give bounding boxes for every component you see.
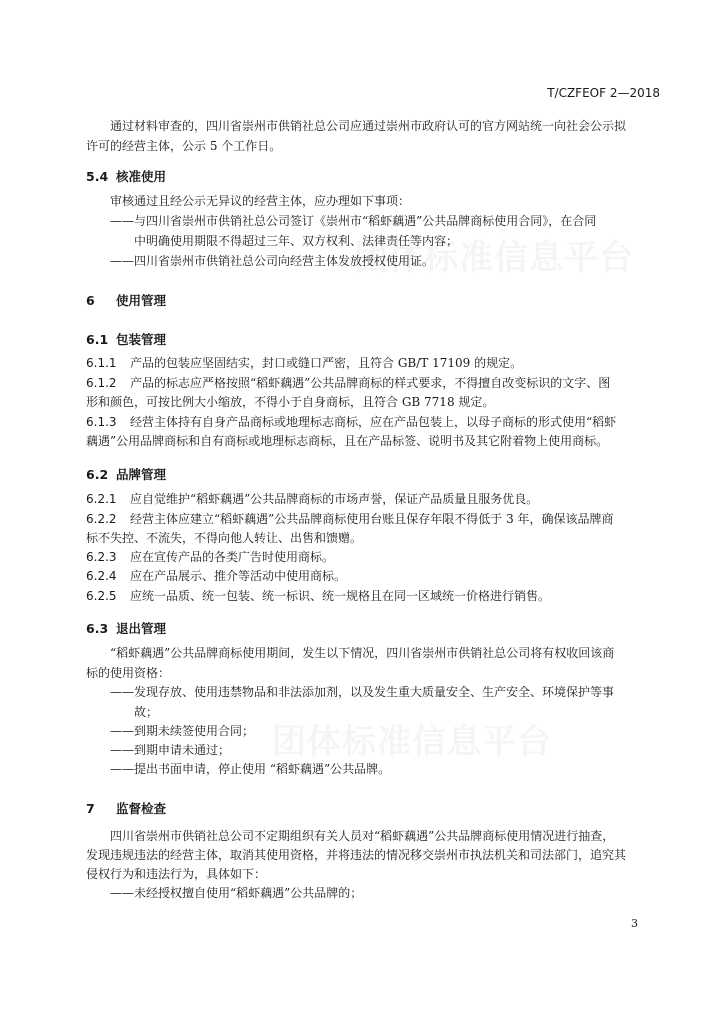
clause-number: 6.2.1 bbox=[86, 492, 117, 506]
list-item: ——与四川省崇州市供销社总公司签订《崇州市“稻虾藕遇”公共品牌商标使用合同》，在合同 bbox=[110, 214, 597, 228]
section-heading-5-4 bbox=[86, 167, 166, 185]
section-number: 5.4 bbox=[86, 169, 109, 184]
clause-text: 应统一品质、统一包装、统一标识、统一规格且在同一区域统一价格进行销售。 bbox=[130, 589, 551, 603]
clause-number: 6.1.1 bbox=[86, 356, 117, 370]
paragraph-line: 发现违规违法的经营主体，取消其使用资格，并将违法的情况移交崇州市执法机关和司法部门，追究其 bbox=[86, 848, 627, 862]
section-heading-7 bbox=[86, 799, 166, 817]
section-heading-6-1 bbox=[86, 330, 166, 348]
paragraph-line: 侵权行为和违法行为，具体如下： bbox=[86, 867, 267, 881]
clause-number: 6.2.5 bbox=[86, 589, 117, 603]
clause-text: 应自觉维护“稻虾藕遇”公共品牌商标的市场声誉，保证产品质量且服务优良。 bbox=[130, 492, 539, 506]
section-number: 6.3 bbox=[86, 621, 109, 636]
clause-6-2-3 bbox=[86, 548, 334, 566]
list-item: ——到期申请未通过； bbox=[110, 743, 231, 757]
list-item: ——四川省崇州市供销社总公司向经营主体发放授权使用证。 bbox=[110, 254, 435, 268]
clause-text: 产品的包装应坚固结实，封口或缝口严密，且符合 GB/T 17109 的规定。 bbox=[130, 356, 523, 370]
watermark bbox=[272, 714, 552, 763]
section-heading-6-3 bbox=[86, 619, 166, 637]
section-number: 6.1 bbox=[86, 332, 109, 347]
list-item: ——发现存放、使用违禁物品和非法添加剂，以及发生重大质量安全、生产安全、环境保护等事 bbox=[110, 685, 615, 699]
section-heading-6-2 bbox=[86, 465, 166, 483]
clause-text: 应在产品展示、推介等活动中使用商标。 bbox=[130, 569, 347, 583]
page-number: 3 bbox=[631, 917, 638, 930]
clause-text: 应在宣传产品的各类广告时使用商标。 bbox=[130, 550, 335, 564]
clause-6-2-1 bbox=[86, 490, 538, 508]
clause-6-2-4 bbox=[86, 567, 346, 585]
clause-number: 6.2.2 bbox=[86, 512, 117, 526]
list-item: ——提出书面申请，停止使用 “稻虾藕遇”公共品牌。 bbox=[110, 762, 391, 776]
paragraph-line: 藕遇”公用品牌商标和自有商标或地理标志商标，且在产品标签、说明书及其它附着物上使用商标。 bbox=[86, 434, 609, 448]
section-title: 包装管理 bbox=[116, 332, 167, 347]
paragraph-line: 形和颜色，可按比例大小缩放，不得小于自身商标，且符合 GB 7718 规定。 bbox=[86, 395, 495, 409]
clause-number: 6.1.2 bbox=[86, 376, 117, 390]
section-number: 6.2 bbox=[86, 467, 109, 482]
section-number: 6 bbox=[86, 293, 95, 308]
clause-6-1-1 bbox=[86, 354, 522, 372]
clause-6-2-5 bbox=[86, 587, 550, 605]
paragraph-line: 四川省崇州市供销社总公司不定期组织有关人员对“稻虾藕遇”公共品牌商标使用情况进行抽查， bbox=[110, 829, 615, 843]
clause-number: 6.2.4 bbox=[86, 569, 117, 583]
clause-number: 6.1.3 bbox=[86, 415, 117, 429]
list-item-continuation: 中明确使用期限不得超过三年、双方权利、法律责任等内容； bbox=[134, 234, 459, 248]
clause-text: 经营主体应建立“稻虾藕遇”公共品牌商标使用台账且保存年限不得低于 3 年，确保该品牌商 bbox=[130, 512, 614, 526]
list-item: ——未经授权擅自使用“稻虾藕遇”公共品牌的； bbox=[110, 886, 363, 900]
section-heading-6 bbox=[86, 291, 166, 309]
section-title: 监督检查 bbox=[116, 801, 167, 816]
section-title: 品牌管理 bbox=[116, 467, 167, 482]
paragraph-line: 标的使用资格： bbox=[86, 666, 171, 680]
clause-6-1-3 bbox=[86, 413, 616, 431]
clause-number: 6.2.3 bbox=[86, 550, 117, 564]
list-item: ——到期未续签使用合同； bbox=[110, 724, 255, 738]
document-code: T/CZFEOF 2—2018 bbox=[547, 86, 660, 100]
paragraph-line: 通过材料审查的，四川省崇州市供销社总公司应通过崇州市政府认可的官方网站统一向社会公示拟 bbox=[110, 119, 627, 133]
paragraph-line: 许可的经营主体，公示 5 个工作日。 bbox=[86, 139, 282, 153]
clause-text: 产品的标志应严格按照“稻虾藕遇”公共品牌商标的样式要求，不得擅自改变标识的文字、图 bbox=[130, 376, 611, 390]
paragraph-line: 标不失控、不流失，不得向他人转让、出售和馈赠。 bbox=[86, 531, 363, 545]
list-item-continuation: 故； bbox=[134, 705, 159, 719]
section-title: 核准使用 bbox=[116, 169, 167, 184]
section-title: 退出管理 bbox=[116, 621, 167, 636]
clause-6-1-2 bbox=[86, 374, 610, 392]
section-title: 使用管理 bbox=[116, 293, 167, 308]
clause-text: 经营主体持有自身产品商标或地理标志商标，应在产品包装上，以母子商标的形式使用“稻虾 bbox=[130, 415, 617, 429]
section-number: 7 bbox=[86, 801, 95, 816]
paragraph-line: 审核通过且经公示无异议的经营主体，应办理如下事项： bbox=[110, 194, 411, 208]
paragraph-line: “稻虾藕遇”公共品牌商标使用期间，发生以下情况，四川省崇州市供销社总公司将有权收回该商 bbox=[110, 646, 615, 660]
clause-6-2-2 bbox=[86, 510, 614, 528]
